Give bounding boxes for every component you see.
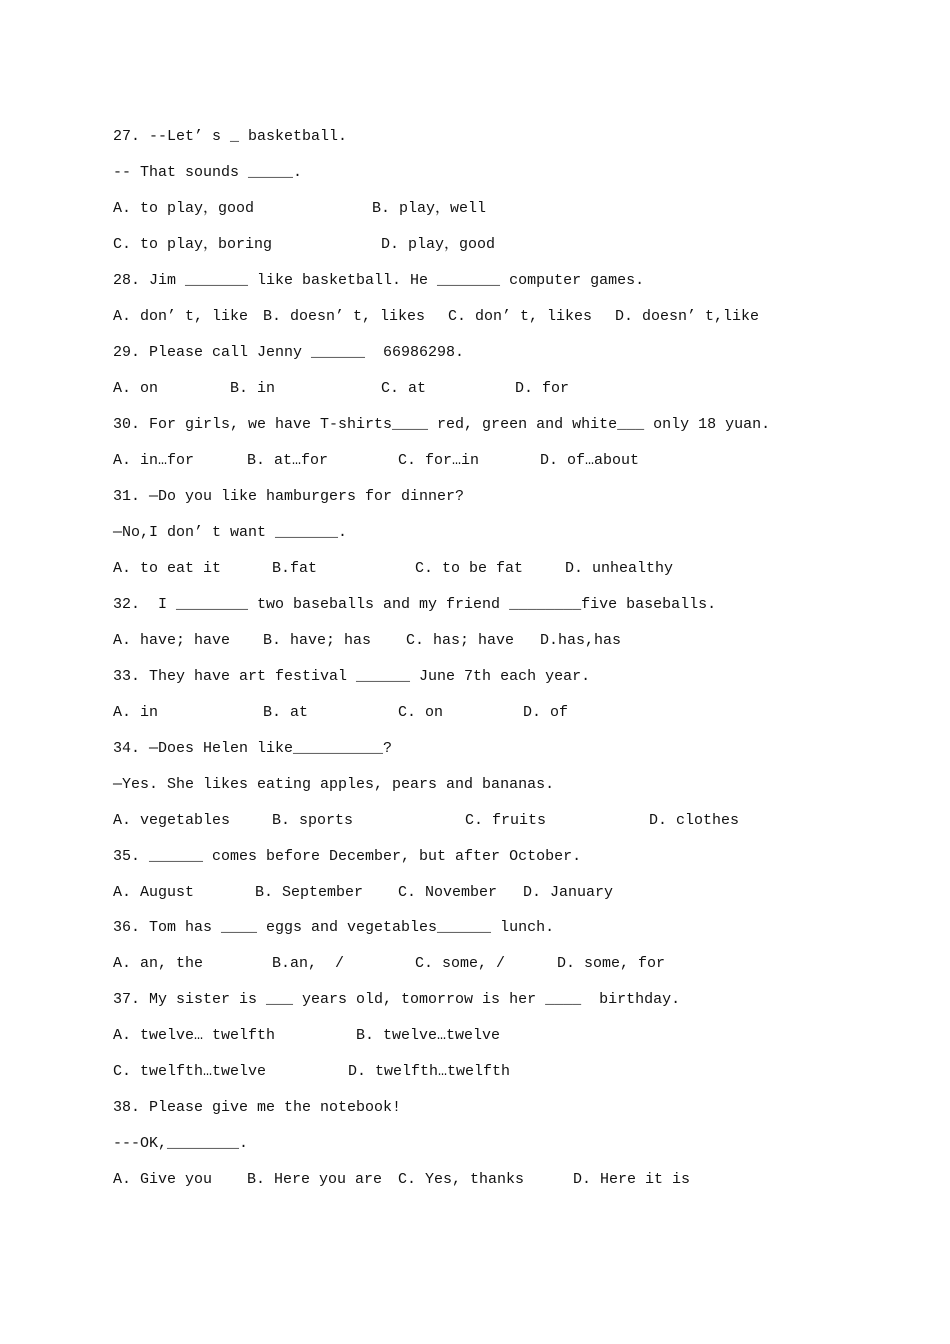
question-text: 36. Tom has ____ eggs and vegetables______ lunch. (113, 919, 555, 936)
question-text: -- That sounds _____. (113, 164, 303, 181)
text-segment: A. to eat it (113, 560, 222, 577)
text-segment: C. to play，boring (113, 236, 273, 253)
text-segment: B. have; has (263, 632, 372, 649)
text-segment: B. September (255, 884, 364, 901)
text-segment: B. at…for (247, 452, 329, 469)
text-segment: D. Here it is (573, 1171, 691, 1188)
text-segment: A. vegetables (113, 812, 231, 829)
text-segment: A. an, the (113, 955, 204, 972)
text-segment: D. of…about (540, 452, 640, 469)
text-segment: B. sports (272, 812, 354, 829)
text-segment: A. in (113, 704, 159, 721)
text-segment: C. Yes, thanks (398, 1171, 525, 1188)
question-text: —Yes. She likes eating apples, pears and bananas. (113, 776, 555, 793)
question-text: ---OK,________. (113, 1135, 249, 1152)
text-segment: D. for (515, 380, 570, 397)
text-segment: C. on (398, 704, 444, 721)
question-text: 29. Please call Jenny ______ 66986298. (113, 344, 465, 361)
text-segment: B. play，well (372, 200, 487, 217)
text-segment: D. January (523, 884, 614, 901)
question-text: 33. They have art festival ______ June 7th each year. (113, 668, 591, 685)
question-text: 32. I ________ two baseballs and my friend ________five baseballs. (113, 596, 717, 613)
text-segment: B. doesn’ t, likes (263, 308, 426, 325)
text-segment: A. twelve… twelfth (113, 1027, 276, 1044)
text-segment: C. fruits (465, 812, 547, 829)
text-segment: D. of (523, 704, 569, 721)
question-text: 28. Jim _______ like basketball. He _______ computer games. (113, 272, 645, 289)
text-segment: B. at (263, 704, 309, 721)
text-segment: D. unhealthy (565, 560, 674, 577)
text-segment: D. some, for (557, 955, 666, 972)
text-segment: C. twelfth…twelve (113, 1063, 267, 1080)
question-text: 27. --Let’ s _ basketball. (113, 128, 348, 145)
text-segment: D.has,has (540, 632, 622, 649)
question-text: 37. My sister is ___ years old, tomorrow is her ____ birthday. (113, 991, 681, 1008)
text-segment: C. November (398, 884, 498, 901)
text-segment: A. don’ t, like (113, 308, 249, 325)
text-segment: D. clothes (649, 812, 740, 829)
text-segment: C. for…in (398, 452, 480, 469)
text-segment: A. on (113, 380, 159, 397)
text-segment: B. twelve…twelve (356, 1027, 501, 1044)
text-segment: A. in…for (113, 452, 195, 469)
text-segment: C. at (381, 380, 427, 397)
text-segment: B. in (230, 380, 276, 397)
text-segment: C. to be fat (415, 560, 524, 577)
text-segment: D. play，good (381, 236, 496, 253)
text-segment: B.fat (272, 560, 318, 577)
text-segment: B.an, / (272, 955, 345, 972)
question-text: 38. Please give me the notebook! (113, 1099, 402, 1116)
text-segment: D. twelfth…twelfth (348, 1063, 511, 1080)
text-segment: C. don’ t, likes (448, 308, 593, 325)
text-segment: A. August (113, 884, 195, 901)
text-segment: A. Give you (113, 1171, 213, 1188)
question-text: 30. For girls, we have T-shirts____ red, green and white___ only 18 yuan. (113, 416, 771, 433)
question-text: 31. —Do you like hamburgers for dinner? (113, 488, 465, 505)
text-segment: C. has; have (406, 632, 515, 649)
question-text: 34. —Does Helen like__________? (113, 740, 393, 757)
text-segment: B. Here you are (247, 1171, 383, 1188)
question-text: 35. ______ comes before December, but after October. (113, 848, 582, 865)
text-segment: D. doesn’ t,like (615, 308, 760, 325)
text-segment: A. to play，good (113, 200, 255, 217)
question-text: —No,I don’ t want _______. (113, 524, 348, 541)
text-segment: A. have; have (113, 632, 231, 649)
text-segment: C. some, / (415, 955, 506, 972)
